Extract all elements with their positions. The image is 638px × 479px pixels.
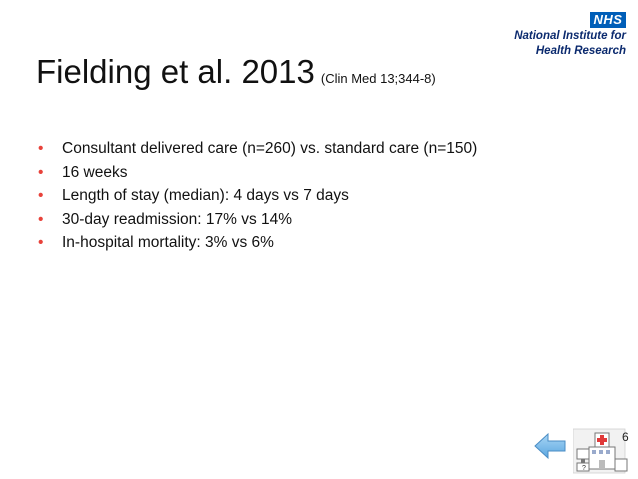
- nhs-badge: NHS: [590, 12, 626, 28]
- bullet-marker: •: [38, 163, 44, 181]
- bullet-marker: •: [38, 234, 44, 251]
- bullet-text: 30-day readmission: 17% vs 14%: [62, 210, 293, 228]
- bullet-marker: •: [38, 187, 44, 204]
- bullet-text: Consultant delivered care (n=260) vs. standard care (n=150): [62, 140, 478, 157]
- nihr-logo: [508, 12, 626, 62]
- back-arrow-icon[interactable]: [533, 432, 567, 460]
- logo-line-2: Health Research: [535, 45, 626, 57]
- bullet-text: In-hospital mortality: 3% vs 6%: [62, 234, 274, 251]
- logo-line-1: National Institute for: [514, 30, 626, 42]
- bullet-text: 16 weeks: [62, 163, 128, 181]
- bullet-text: Length of stay (median): 4 days vs 7 days: [62, 187, 349, 204]
- slide-number: 6: [622, 430, 629, 444]
- svg-text:?: ?: [582, 465, 586, 472]
- bullet-marker: •: [38, 140, 44, 157]
- slide-title: [36, 53, 436, 91]
- title-reference: (Clin Med 13;344-8): [320, 71, 436, 86]
- title-main: Fielding et al. 2013: [36, 53, 315, 90]
- bullet-marker: •: [38, 210, 44, 228]
